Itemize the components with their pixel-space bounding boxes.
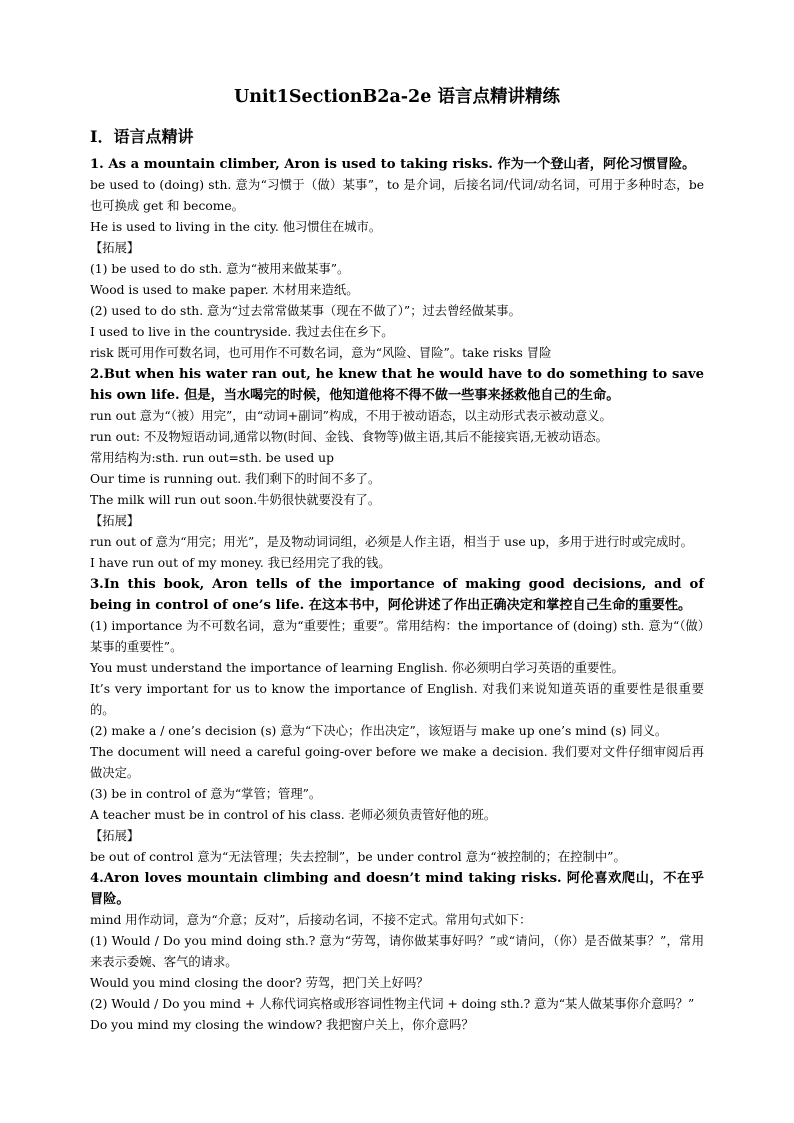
paragraph: run out of 意为“用完；用光”，是及物动词词组，必须是人作主语，相当于 use up，多用于进行时或完成时。 [90,535,693,549]
paragraph: (2) make a / one’s decision (s) 意为“下决心；作出决定”，该短语与 make up one’s mind (s) 同义。 [90,724,668,738]
document-title: Unit1SectionB2a-2e 语言点精讲精练 [234,87,560,107]
paragraph: He is used to living in the city. 他习惯住在城市。 [90,220,382,234]
paragraph: The milk will run out soon.牛奶很快就要没有了。 [90,493,381,507]
paragraph: I used to live in the countryside. 我过去住在乡下。 [90,325,394,339]
section-heading: I．语言点精讲 [90,127,194,146]
paragraph: (3) be in control of 意为“掌管；管理”。 [90,787,322,801]
point-heading: 3.In this book, Aron tells of the importance of making good decisions, and of being in control of one’s life. 在这本书中，阿伦讲述了作出正确决定和掌控自己生命的重要性。 [90,577,704,613]
paragraph: I have run out of my money. 我已经用完了我的钱。 [90,556,391,570]
paragraph: Would you mind closing the door? 劳驾，把门关上好吗？ [90,976,429,990]
paragraph: be out of control 意为“无法管理；失去控制”，be under control 意为“被控制的；在控制中”。 [90,850,626,864]
paragraph: run out 意为“（被）用完”，由“动词+副词”构成，不用于被动语态，以主动形式表示被动意义。 [90,409,612,423]
expansion-tag: 【拓展】 [90,241,140,255]
document-body [90,154,704,1036]
paragraph: (2) Would / Do you mind + 人称代词宾格或形容词性物主代词 + doing sth.? 意为“某人做某事你介意吗？” [90,997,695,1011]
paragraph: Do you mind my closing the window? 我把窗户关上，你介意吗？ [90,1018,474,1032]
paragraph: It’s very important for us to know the importance of English. 对我们来说知道英语的重要性是很重要的。 [90,682,704,717]
paragraph: The document will need a careful going-over before we make a decision. 我们要对文件仔细审阅后再做决定。 [90,745,704,780]
point-heading: 1. As a mountain climber, Aron is used to taking risks. 作为一个登山者，阿伦习惯冒险。 [90,157,696,172]
paragraph: risk 既可用作可数名词，也可用作不可数名词，意为“风险、冒险”。take risks 冒险 [90,346,552,360]
paragraph: be used to (doing) sth. 意为“习惯于（做）某事”，to 是介词，后接名词/代词/动名词，可用于多种时态，be 也可换成 get 和 become。 [90,178,704,213]
expansion-tag: 【拓展】 [90,514,140,528]
expansion-tag: 【拓展】 [90,829,140,843]
paragraph: (1) importance 为不可数名词，意为“重要性；重要”。常用结构：the importance of (doing) sth. 意为“（做）某事的重要性”。 [90,619,704,654]
paragraph: (2) used to do sth. 意为“过去常常做某事（现在不做了）”；过去曾经做某事。 [90,304,521,318]
paragraph: A teacher must be in control of his class. 老师必须负责管好他的班。 [90,808,497,822]
paragraph: mind 用作动词，意为“介意；反对”，后接动名词，不接不定式。常用句式如下： [90,913,532,927]
paragraph: 常用结构为:sth. run out=sth. be used up [90,451,334,465]
paragraph: (1) be used to do sth. 意为“被用来做某事”。 [90,262,350,276]
point-heading: 4.Aron loves mountain climbing and doesn’t mind taking risks. 阿伦喜欢爬山，不在乎冒险。 [90,871,704,907]
paragraph: Wood is used to make paper. 木材用来造纸。 [90,283,359,297]
paragraph: Our time is running out. 我们剩下的时间不多了。 [90,472,381,486]
paragraph: (1) Would / Do you mind doing sth.? 意为“劳驾，请你做某事好吗？”或“请问，（你）是否做某事？”，常用来表示委婉、客气的请求。 [90,934,704,969]
paragraph: You must understand the importance of learning English. 你必须明白学习英语的重要性。 [90,661,624,675]
document-page [90,86,704,1036]
point-heading: 2.But when his water ran out, he knew that he would have to do something to save his own life. 但是，当水喝完的时候，他知道他将不得不做一些事来拯救他自己的生命。 [90,367,704,403]
paragraph: run out: 不及物短语动词,通常以物(时间、金钱、食物等)做主语,其后不能接宾语,无被动语态。 [90,430,608,444]
